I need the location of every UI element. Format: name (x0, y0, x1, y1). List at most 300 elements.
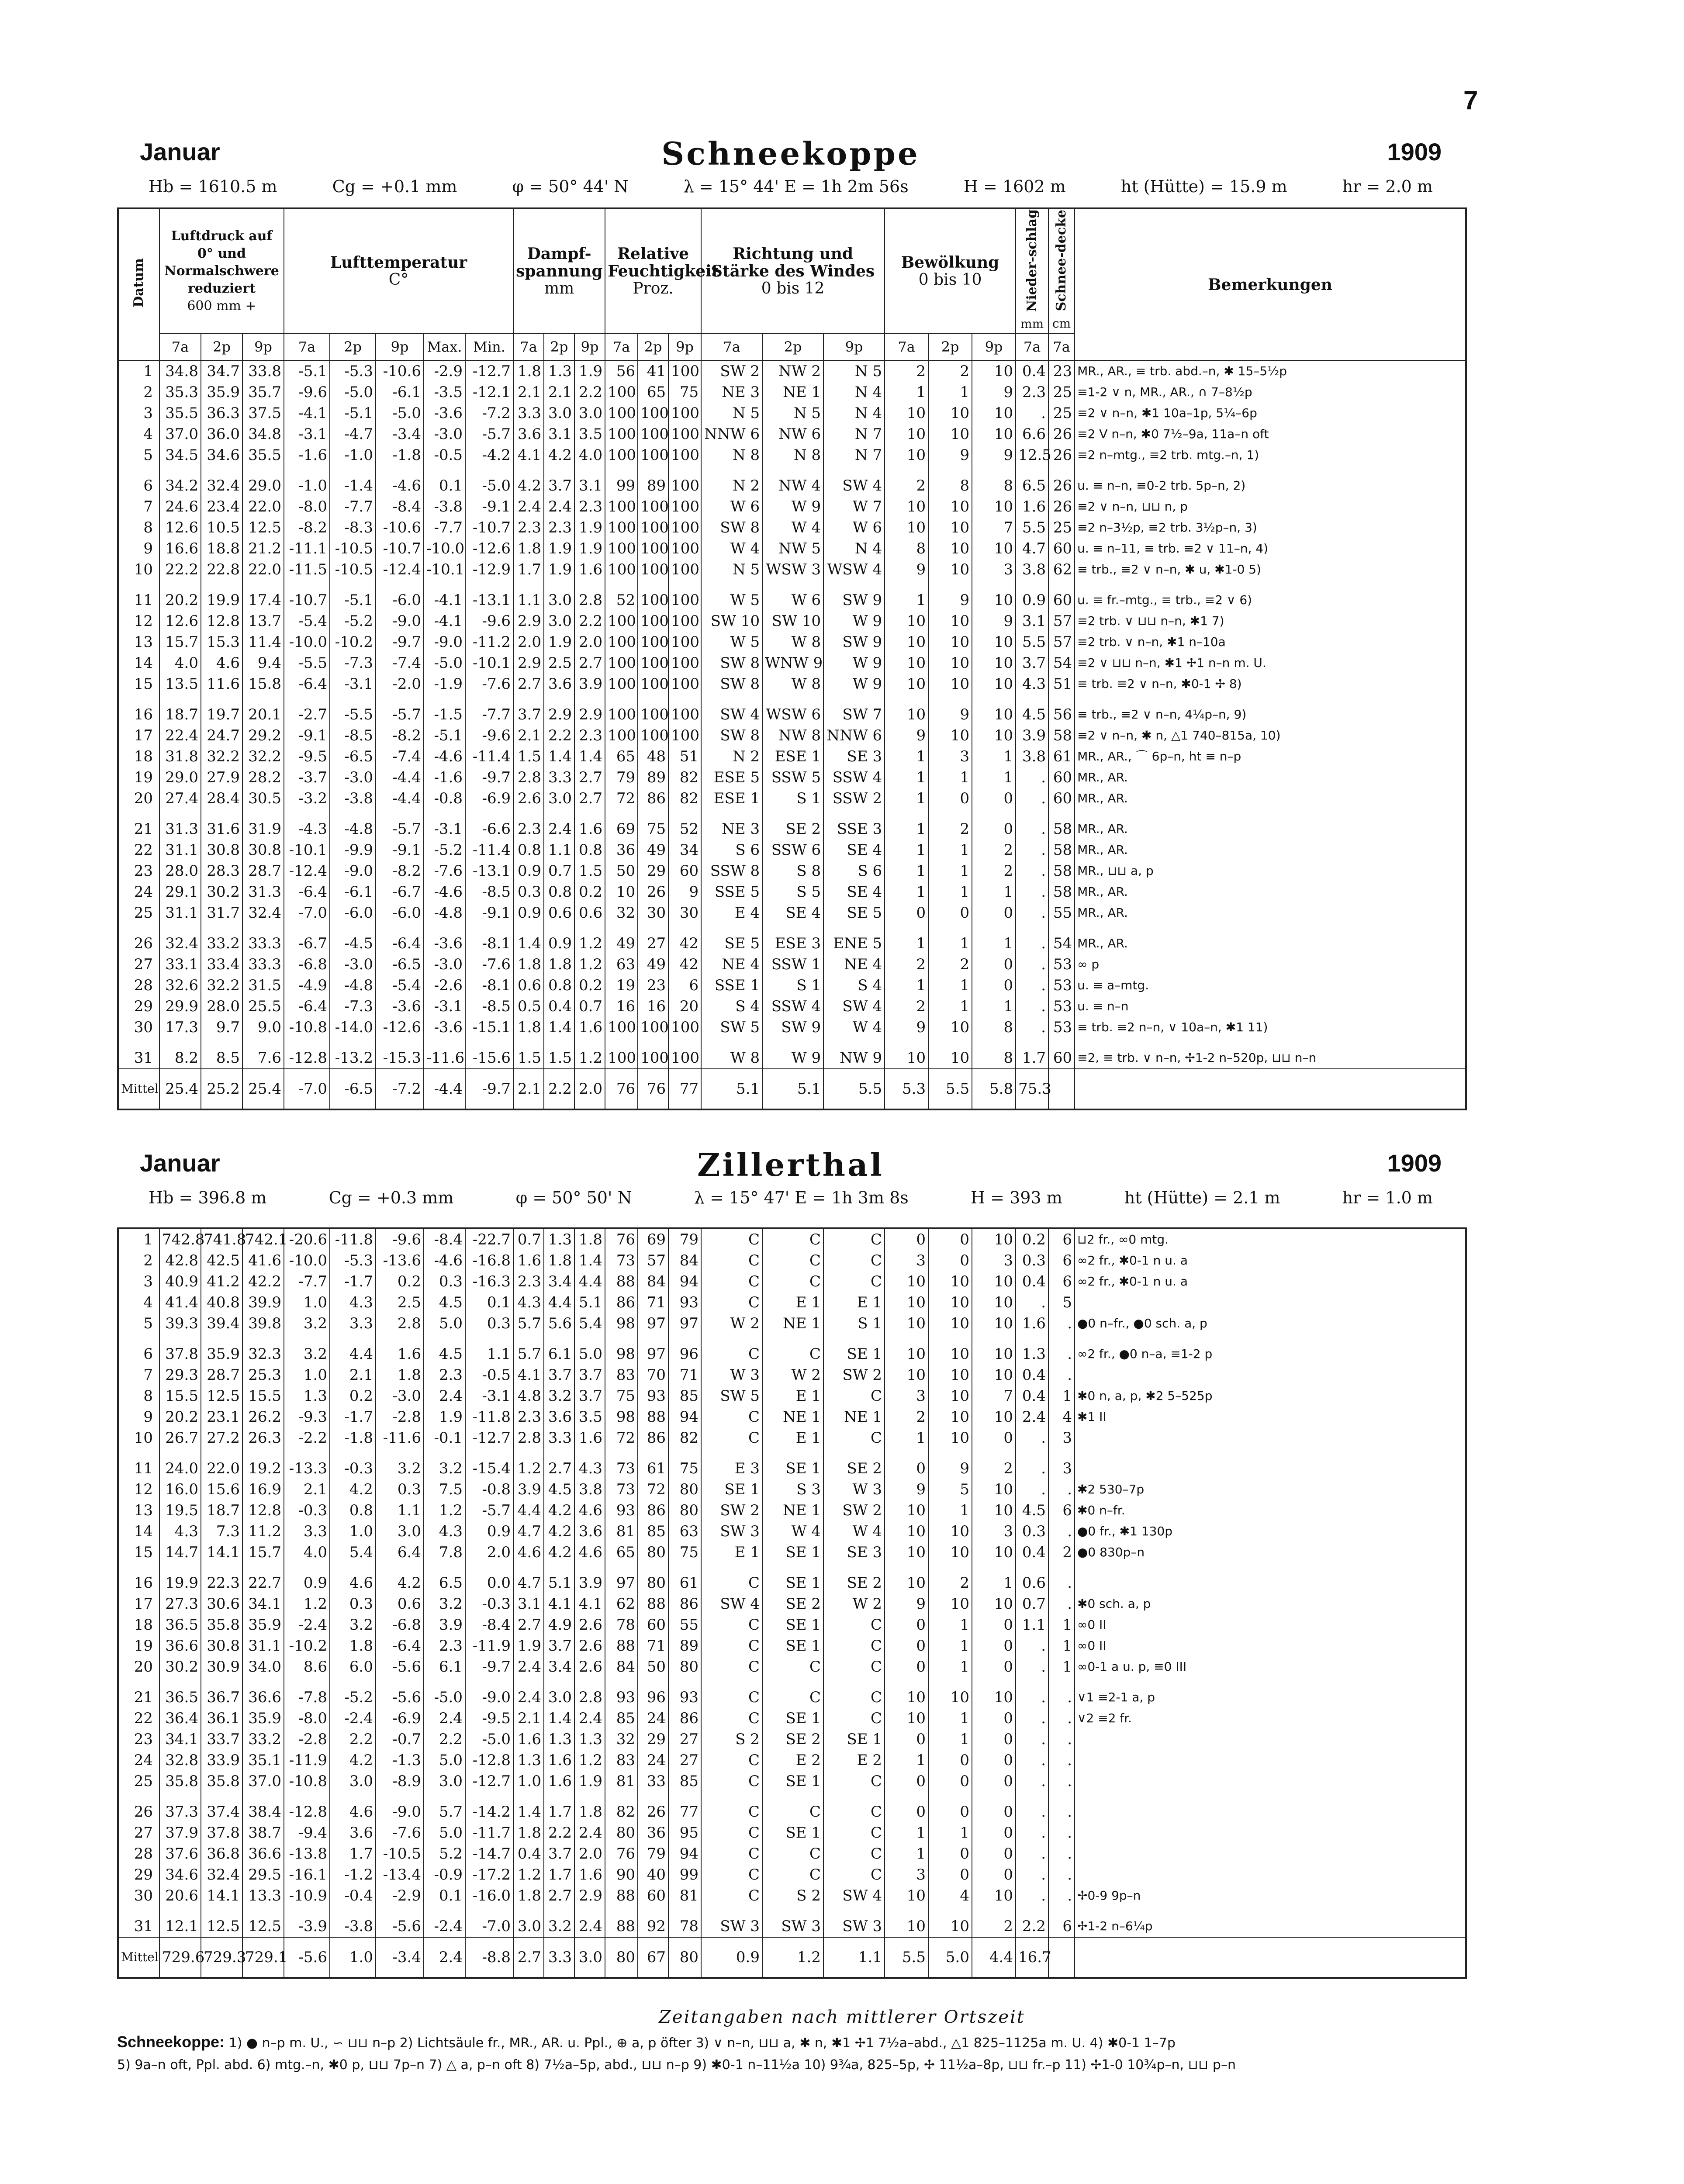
data-cell: 34.1 (242, 1593, 284, 1614)
data-cell: ENE 5 (823, 933, 885, 954)
data-cell: 0.4 (1016, 1271, 1048, 1292)
mean-cell: 25.4 (242, 1069, 284, 1109)
data-cell: 1.6 (1016, 1313, 1048, 1334)
data-cell: -9.6 (465, 725, 513, 746)
data-cell: 3.6 (544, 1406, 574, 1427)
data-cell: -1.8 (330, 1427, 376, 1448)
day-cell: 21 (118, 819, 159, 840)
spacer-cell (605, 1677, 638, 1687)
data-cell: SE 1 (762, 1458, 823, 1479)
spacer-cell (242, 1448, 284, 1458)
data-cell: 100 (605, 1017, 638, 1038)
data-cell: 0.2 (330, 1386, 376, 1406)
data-cell: 10 (928, 1344, 972, 1365)
spacer-cell (885, 466, 928, 475)
time-header: 9p (242, 333, 284, 360)
data-cell: 40.8 (201, 1292, 242, 1313)
data-cell: 36.7 (201, 1687, 242, 1708)
spacer-cell (465, 580, 513, 590)
spacer-cell (762, 1792, 823, 1801)
data-cell: 16.6 (159, 538, 201, 559)
data-cell: -10.7 (376, 538, 424, 559)
data-cell: 1 (885, 840, 928, 860)
table-row (118, 1801, 1466, 1822)
data-cell: 28.7 (201, 1365, 242, 1386)
data-cell: -8.0 (284, 1708, 330, 1729)
data-cell: NE 4 (823, 954, 885, 975)
data-cell: 10 (928, 1386, 972, 1406)
data-cell: SW 2 (701, 1500, 762, 1521)
mean-row (118, 1937, 1466, 1978)
data-cell: 31.3 (242, 881, 284, 902)
data-cell: 8 (972, 475, 1016, 496)
remarks-cell: ∞0-1 a u. p, ≡0 III (1075, 1656, 1466, 1677)
data-cell: 10 (928, 559, 972, 580)
data-cell: . (1016, 954, 1048, 975)
data-cell: -1.2 (330, 1864, 376, 1885)
data-cell: 3.7 (544, 1635, 574, 1656)
data-cell: 28.2 (242, 767, 284, 788)
remarks-cell: ∨1 ≡2-1 a, p (1075, 1687, 1466, 1708)
data-cell: 4.2 (330, 1750, 376, 1771)
data-cell: 36.5 (159, 1614, 201, 1635)
spacer-cell (242, 466, 284, 475)
time-header: 2p (928, 333, 972, 360)
spacer-cell (284, 580, 330, 590)
data-cell: 34.2 (159, 475, 201, 496)
spacer-cell (1048, 809, 1075, 819)
spacer-cell (118, 1038, 159, 1047)
spacer-cell (376, 580, 424, 590)
data-cell: 2.3 (424, 1365, 465, 1386)
data-cell: S 6 (823, 860, 885, 881)
data-cell: C (701, 1885, 762, 1906)
spacer-cell (972, 466, 1016, 475)
data-cell: 4.4 (330, 1344, 376, 1365)
data-cell: 2.6 (574, 1614, 605, 1635)
data-cell: 54 (1048, 933, 1075, 954)
data-cell: 4.5 (1016, 1500, 1048, 1521)
spacer-cell (638, 923, 668, 933)
day-cell: 18 (118, 746, 159, 767)
data-cell: 10.5 (201, 517, 242, 538)
spacer-cell (605, 1038, 638, 1047)
data-cell: 1 (1048, 1656, 1075, 1677)
data-cell: 31.1 (242, 1635, 284, 1656)
spacer-cell (330, 1906, 376, 1916)
data-cell: 0.9 (465, 1521, 513, 1542)
spacer-cell (638, 1448, 668, 1458)
data-cell: 0 (928, 902, 972, 923)
spacer-cell (284, 923, 330, 933)
spacer-cell (762, 695, 823, 704)
data-cell: 37.8 (159, 1344, 201, 1365)
data-cell: 2.4 (513, 1687, 544, 1708)
data-cell: . (1016, 1687, 1048, 1708)
day-cell: 6 (118, 1344, 159, 1365)
data-cell: 62 (605, 1593, 638, 1614)
day-cell: 24 (118, 1750, 159, 1771)
data-cell: 9 (928, 590, 972, 611)
data-cell: 37.6 (159, 1843, 201, 1864)
spacer-cell (330, 1038, 376, 1047)
spacer-cell (201, 1038, 242, 1047)
data-cell: -4.1 (424, 611, 465, 632)
data-cell: 36.6 (242, 1687, 284, 1708)
table-row (118, 538, 1466, 559)
table-head-row (118, 208, 1466, 333)
data-cell: 25 (1048, 382, 1075, 403)
spacer-cell (201, 466, 242, 475)
data-cell: E 1 (701, 1542, 762, 1563)
remarks-cell: ≡2 ∨ n–n, ✱ n, △1 740–815a, 10) (1075, 725, 1466, 746)
time-header: 9p (972, 333, 1016, 360)
spacer-cell (972, 1906, 1016, 1916)
data-cell: N 8 (701, 445, 762, 466)
data-cell: 1 (885, 819, 928, 840)
data-cell: 20 (668, 996, 701, 1017)
mean-cell (1075, 1937, 1466, 1978)
data-cell: 33.7 (201, 1729, 242, 1750)
data-cell: W 4 (823, 1521, 885, 1542)
data-cell: 32.2 (201, 975, 242, 996)
data-cell: 10 (928, 403, 972, 424)
data-cell: 100 (638, 704, 668, 725)
remarks-cell: ≡ trb., ≡2 ∨ n–n, 4¼p–n, 9) (1075, 704, 1466, 725)
data-cell: 84 (668, 1250, 701, 1271)
data-cell: 37.0 (242, 1771, 284, 1792)
spacer-cell (424, 580, 465, 590)
data-cell: 1.1 (465, 1344, 513, 1365)
data-cell: 7 (972, 1386, 1016, 1406)
data-cell: -5.2 (424, 840, 465, 860)
data-cell: 3.0 (544, 1687, 574, 1708)
data-cell: 16 (638, 996, 668, 1017)
data-cell: . (1048, 1313, 1075, 1334)
data-cell: SSE 3 (823, 819, 885, 840)
data-cell: 1.9 (574, 1771, 605, 1792)
mean-cell: 0.9 (701, 1937, 762, 1978)
data-cell: -4.4 (376, 767, 424, 788)
data-cell: . (1016, 1864, 1048, 1885)
data-cell: 1.3 (574, 1729, 605, 1750)
spacer-cell (465, 809, 513, 819)
data-cell: 4.2 (544, 445, 574, 466)
data-cell: 1.9 (544, 559, 574, 580)
data-cell: SW 3 (762, 1916, 823, 1937)
data-cell: C (701, 1292, 762, 1313)
data-cell: 42 (668, 933, 701, 954)
data-cell: -22.7 (465, 1228, 513, 1250)
data-cell: 10 (972, 403, 1016, 424)
data-cell: 2.2 (330, 1729, 376, 1750)
remarks-cell (1075, 1292, 1466, 1313)
row-spacer (118, 466, 1466, 475)
data-cell: 58 (1048, 840, 1075, 860)
data-cell: 1.4 (544, 1708, 574, 1729)
data-cell: 1 (972, 1572, 1016, 1593)
data-cell: 0.3 (1016, 1250, 1048, 1271)
data-cell: 21.2 (242, 538, 284, 559)
data-cell: 0.5 (513, 996, 544, 1017)
data-cell: 100 (638, 590, 668, 611)
data-cell: 100 (638, 424, 668, 445)
data-cell: 1 (928, 1708, 972, 1729)
table-row (118, 653, 1466, 674)
data-cell: 63 (605, 954, 638, 975)
table-row (118, 746, 1466, 767)
day-cell: 12 (118, 611, 159, 632)
data-cell: NNW 6 (823, 725, 885, 746)
data-cell: 2.4 (424, 1708, 465, 1729)
data-cell: 70 (638, 1365, 668, 1386)
data-cell: 71 (638, 1635, 668, 1656)
data-cell: 2.3 (513, 819, 544, 840)
data-cell: 3.0 (544, 788, 574, 809)
data-cell: 60 (1048, 590, 1075, 611)
data-cell: 10 (972, 424, 1016, 445)
mean-cell: 5.1 (701, 1069, 762, 1109)
data-cell: 1.6 (574, 1427, 605, 1448)
data-cell: NNW 6 (701, 424, 762, 445)
data-cell: 10 (972, 1687, 1016, 1708)
data-cell: 1 (885, 1822, 928, 1843)
data-cell: 58 (1048, 725, 1075, 746)
spacer-cell (574, 1792, 605, 1801)
data-cell: 92 (638, 1916, 668, 1937)
data-cell: S 1 (823, 1313, 885, 1334)
data-cell: 80 (638, 1542, 668, 1563)
data-cell: 6.4 (376, 1542, 424, 1563)
remarks-cell: ✱2 530–7p (1075, 1479, 1466, 1500)
data-cell: 2.4 (574, 1822, 605, 1843)
data-cell: 4.5 (544, 1479, 574, 1500)
data-cell: 88 (638, 1593, 668, 1614)
data-cell: E 1 (762, 1427, 823, 1448)
data-cell: 1.0 (513, 1771, 544, 1792)
data-cell: 35.5 (159, 403, 201, 424)
data-cell: 93 (638, 1386, 668, 1406)
data-cell: 10 (885, 424, 928, 445)
data-cell: 1 (928, 840, 972, 860)
spacer-cell (638, 1563, 668, 1572)
data-cell: 37.5 (242, 403, 284, 424)
data-cell: 9 (885, 1479, 928, 1500)
data-cell: 10 (928, 1542, 972, 1563)
data-cell: 18.7 (159, 704, 201, 725)
data-cell: 10 (885, 1916, 928, 1937)
data-cell: -2.8 (376, 1406, 424, 1427)
data-cell: 26.3 (242, 1427, 284, 1448)
data-cell: 80 (638, 1572, 668, 1593)
data-cell: -6.4 (284, 674, 330, 695)
spacer-cell (605, 466, 638, 475)
data-cell: 741.8 (201, 1228, 242, 1250)
spacer-cell (424, 1038, 465, 1047)
data-cell: 3.6 (330, 1822, 376, 1843)
data-cell: 27.4 (159, 788, 201, 809)
data-cell: -5.5 (330, 704, 376, 725)
data-cell: S 1 (762, 788, 823, 809)
data-cell: 33.2 (242, 1729, 284, 1750)
data-cell: -6.7 (284, 933, 330, 954)
data-cell: SSW 4 (762, 996, 823, 1017)
data-cell: 32.2 (201, 746, 242, 767)
data-cell: -2.4 (330, 1708, 376, 1729)
data-cell: 4.3 (159, 1521, 201, 1542)
data-cell: 100 (668, 475, 701, 496)
data-cell: C (762, 1801, 823, 1822)
spacer-cell (928, 580, 972, 590)
data-cell: 100 (605, 424, 638, 445)
data-cell: 15.6 (201, 1479, 242, 1500)
data-cell: S 3 (762, 1479, 823, 1500)
spacer-cell (668, 923, 701, 933)
data-cell: -16.3 (465, 1271, 513, 1292)
day-cell: 10 (118, 559, 159, 580)
spacer-cell (972, 1448, 1016, 1458)
data-cell: 100 (668, 496, 701, 517)
spacer-cell (465, 1906, 513, 1916)
data-cell: -7.6 (465, 674, 513, 695)
data-cell: SW 4 (823, 1885, 885, 1906)
data-cell: 10 (928, 1916, 972, 1937)
data-cell: 83 (605, 1750, 638, 1771)
data-cell: 1 (885, 881, 928, 902)
data-cell: 2 (972, 840, 1016, 860)
data-cell: 0.6 (574, 902, 605, 923)
data-cell: -15.4 (465, 1458, 513, 1479)
data-cell: -6.8 (376, 1614, 424, 1635)
data-cell: 2.5 (544, 653, 574, 674)
spacer-cell (159, 580, 201, 590)
data-cell: 26 (1048, 475, 1075, 496)
data-cell: N 4 (823, 403, 885, 424)
table-row (118, 881, 1466, 902)
data-cell: 8 (972, 1017, 1016, 1038)
data-cell: 15.8 (242, 674, 284, 695)
data-cell: 5.5 (1016, 517, 1048, 538)
data-cell: 86 (668, 1708, 701, 1729)
data-cell: 3.3 (284, 1521, 330, 1542)
spacer-cell (668, 695, 701, 704)
data-cell: 54 (1048, 653, 1075, 674)
data-cell: 1.3 (544, 360, 574, 382)
data-cell: 3 (1048, 1427, 1075, 1448)
spacer-cell (762, 809, 823, 819)
spacer-cell (1048, 580, 1075, 590)
data-cell: 15.5 (242, 1386, 284, 1406)
data-cell: 4.4 (574, 1271, 605, 1292)
day-cell: 23 (118, 860, 159, 881)
spacer-cell (242, 695, 284, 704)
row-spacer (118, 1334, 1466, 1344)
data-cell: 6 (668, 975, 701, 996)
data-cell: . (1016, 933, 1048, 954)
data-cell: 27 (638, 933, 668, 954)
data-cell: 2.4 (513, 1656, 544, 1677)
time-header: 2p (762, 333, 823, 360)
data-cell: -5.1 (424, 725, 465, 746)
data-cell: 97 (605, 1572, 638, 1593)
data-cell: -9.0 (330, 860, 376, 881)
data-cell: 100 (638, 538, 668, 559)
data-cell: 3.3 (330, 1313, 376, 1334)
data-cell: 12.6 (159, 517, 201, 538)
spacer-cell (885, 1038, 928, 1047)
data-cell: -4.5 (330, 933, 376, 954)
mean-cell: 25.2 (201, 1069, 242, 1109)
data-cell: 98 (605, 1406, 638, 1427)
data-cell: 2.1 (513, 1708, 544, 1729)
data-cell: C (823, 1708, 885, 1729)
data-cell: 1.8 (513, 538, 544, 559)
spacer-cell (701, 809, 762, 819)
data-cell: -2.6 (424, 975, 465, 996)
spacer-cell (638, 1792, 668, 1801)
data-cell: 10 (885, 517, 928, 538)
data-cell: 52 (605, 590, 638, 611)
data-cell: 3.9 (574, 1572, 605, 1593)
data-cell: -9.9 (330, 840, 376, 860)
spacer-cell (1075, 466, 1466, 475)
spacer-cell (823, 923, 885, 933)
data-cell: C (701, 1228, 762, 1250)
data-cell: 0.8 (513, 840, 544, 860)
data-cell: 61 (668, 1572, 701, 1593)
table-row (118, 725, 1466, 746)
spacer-cell (928, 695, 972, 704)
data-cell: -9.7 (465, 767, 513, 788)
mean-cell: -7.2 (376, 1069, 424, 1109)
data-cell: 10 (885, 1500, 928, 1521)
data-cell: 61 (638, 1458, 668, 1479)
data-cell: 0 (972, 1708, 1016, 1729)
spacer-cell (1048, 1038, 1075, 1047)
data-cell: 2.1 (284, 1479, 330, 1500)
data-cell: -1.0 (284, 475, 330, 496)
data-cell: 3.4 (544, 1656, 574, 1677)
spacer-cell (972, 809, 1016, 819)
spacer-cell (284, 1677, 330, 1687)
spacer-cell (762, 1677, 823, 1687)
data-cell: 12.8 (201, 611, 242, 632)
data-cell: W 2 (762, 1365, 823, 1386)
data-cell: -3.2 (284, 788, 330, 809)
spacer-cell (972, 1677, 1016, 1687)
spacer-cell (159, 1906, 201, 1916)
data-cell: -11.6 (376, 1427, 424, 1448)
data-cell: 1.7 (1016, 1047, 1048, 1069)
data-cell: -4.1 (284, 403, 330, 424)
data-cell: 97 (668, 1313, 701, 1334)
data-cell: 56 (605, 360, 638, 382)
data-cell: 2.7 (574, 767, 605, 788)
day-cell: 19 (118, 767, 159, 788)
data-cell: 1.7 (513, 559, 544, 580)
data-cell: -3.0 (376, 1386, 424, 1406)
data-cell: 10 (885, 611, 928, 632)
data-cell: 0 (928, 1801, 972, 1822)
data-cell: W 4 (823, 1017, 885, 1038)
data-cell: C (701, 1822, 762, 1843)
row-spacer (118, 1448, 1466, 1458)
data-cell: 80 (668, 1479, 701, 1500)
data-cell: 50 (638, 1656, 668, 1677)
table-row (118, 496, 1466, 517)
data-cell: -2.4 (284, 1614, 330, 1635)
data-cell: 20.1 (242, 704, 284, 725)
